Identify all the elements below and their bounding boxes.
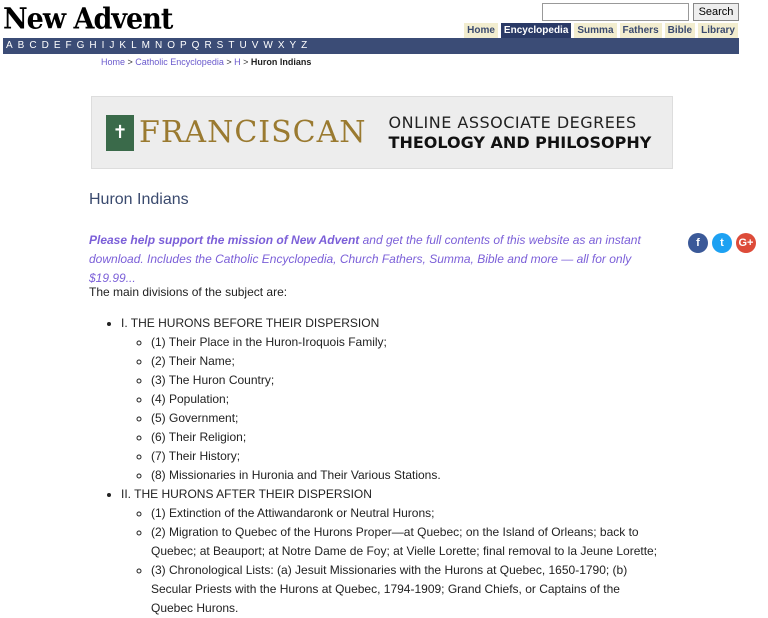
facebook-icon[interactable]: f (688, 233, 708, 253)
breadcrumb-separator: > (223, 57, 235, 67)
search-input[interactable] (542, 3, 689, 21)
social-share (688, 233, 756, 253)
alphabet-letter-l[interactable]: L (131, 40, 137, 51)
banner-line-1: ONLINE ASSOCIATE DEGREES (388, 112, 637, 132)
nav-home[interactable]: Home (464, 23, 498, 38)
site-logo[interactable]: New Advent (3, 2, 173, 37)
alphabet-letter-t[interactable]: T (228, 40, 235, 51)
alphabet-letter-k[interactable]: K (119, 40, 127, 51)
alphabet-letter-i[interactable]: I (101, 40, 105, 51)
search-button[interactable]: Search (693, 3, 739, 21)
search-bar (542, 3, 739, 21)
outline-item: ◦ (5) Government; (151, 409, 664, 428)
franciscan-cross-icon: ✝ (106, 115, 134, 151)
nav-bible[interactable]: Bible (665, 23, 695, 38)
alphabet-letter-b[interactable]: B (17, 40, 25, 51)
outline-section-heading: I. THE HURONS BEFORE THEIR DISPERSION (121, 316, 380, 330)
breadcrumb-separator: > (240, 57, 251, 67)
alphabet-letter-d[interactable]: D (41, 40, 49, 51)
alphabet-letter-q[interactable]: Q (191, 40, 200, 51)
support-message-rest[interactable]: and get the full contents of this website as an instant download. Includes the Catholic Encyclopedia, Church Fathers, Summa, Bible and more — all for only $19.99... (89, 233, 641, 285)
outline-item: ◦ (6) Their Religion; (151, 428, 664, 447)
alphabet-letter-o[interactable]: O (167, 40, 175, 51)
ad-banner[interactable] (91, 96, 673, 169)
nav-library[interactable]: Library (698, 23, 738, 38)
twitter-icon[interactable]: t (712, 233, 732, 253)
page-title: Huron Indians (89, 191, 189, 208)
banner-brand: FRANCISCAN (139, 115, 367, 150)
nav-encyclopedia[interactable]: Encyclopedia (501, 23, 571, 38)
alphabet-letter-v[interactable]: V (251, 40, 259, 51)
alphabet-letter-x[interactable]: X (277, 40, 285, 51)
alphabet-letter-p[interactable]: P (179, 40, 187, 51)
alphabet-letter-z[interactable]: Z (301, 40, 308, 51)
outline-section (121, 485, 664, 618)
top-nav (464, 23, 738, 38)
outline-item: ◦ (7) Their History; (151, 447, 664, 466)
alphabet-letter-y[interactable]: Y (289, 40, 297, 51)
alphabet-letter-r[interactable]: R (204, 40, 212, 51)
breadcrumb (101, 57, 311, 67)
alphabet-letter-n[interactable]: N (154, 40, 163, 51)
breadcrumb-letter[interactable]: H (234, 57, 241, 67)
nav-summa[interactable]: Summa (574, 23, 616, 38)
outline-item: ◦ (8) Missionaries in Huronia and Their Various Stations. (151, 466, 664, 485)
breadcrumb-current: Huron Indians (250, 57, 312, 67)
google-plus-icon[interactable]: G+ (736, 233, 756, 253)
outline-item: ◦ (3) The Huron Country; (151, 371, 664, 390)
alphabet-letter-s[interactable]: S (216, 40, 224, 51)
outline-item: ◦ (4) Population; (151, 390, 664, 409)
breadcrumb-separator: > (125, 57, 136, 67)
alphabet-letter-j[interactable]: J (109, 40, 115, 51)
outline-item: ◦ (3) Chronological Lists: (a) Jesuit Missionaries with the Hurons at Quebec, 1650-1790; (b) Secular Priests with the Hurons at Quebec, 1794-1909; Grand Chiefs, or Captains of the Quebec Hurons. (151, 561, 664, 618)
alphabet-letter-m[interactable]: M (141, 40, 150, 51)
alphabet-letter-g[interactable]: G (76, 40, 85, 51)
alphabet-letter-u[interactable]: U (239, 40, 247, 51)
breadcrumb-home[interactable]: Home (101, 57, 126, 67)
outline-item: ◦ (1) Extinction of the Attiwandaronk or Neutral Hurons; (151, 504, 664, 523)
outline-section-heading: II. THE HURONS AFTER THEIR DISPERSION (121, 487, 372, 501)
support-message-bold[interactable]: Please help support the mission of New Advent (89, 233, 360, 247)
banner-line-2: THEOLOGY AND PHILOSOPHY (388, 132, 652, 152)
support-message[interactable] (89, 231, 654, 288)
outline-section (121, 314, 664, 485)
alphabet-nav (3, 38, 739, 54)
alphabet-letter-c[interactable]: C (29, 40, 37, 51)
alphabet-letter-f[interactable]: F (65, 40, 72, 51)
alphabet-letter-e[interactable]: E (53, 40, 61, 51)
intro-text: The main divisions of the subject are: (89, 285, 288, 299)
alphabet-letter-w[interactable]: W (263, 40, 273, 51)
alphabet-letter-h[interactable]: H (89, 40, 97, 51)
nav-fathers[interactable]: Fathers (620, 23, 662, 38)
outline-item: ◦ (1) Their Place in the Huron-Iroquois Family; (151, 333, 664, 352)
alphabet-letter-a[interactable]: A (6, 40, 13, 51)
outline-item: ◦ (2) Their Name; (151, 352, 664, 371)
outline-item: ◦ (2) Migration to Quebec of the Hurons Proper—at Quebec; on the Island of Orleans; back to Quebec; at Beauport; at Notre Dame de Foy; at Vielle Lorette; final removal to la Jeune Lorette; (151, 523, 664, 561)
subject-outline (104, 314, 664, 618)
breadcrumb-encyclopedia[interactable]: Catholic Encyclopedia (135, 57, 224, 67)
